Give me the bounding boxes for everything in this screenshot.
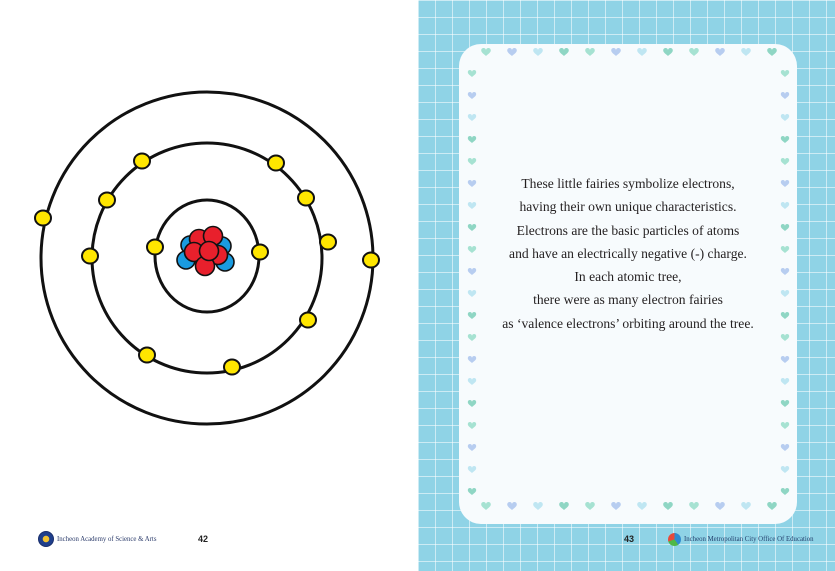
heart-icon bbox=[507, 502, 517, 510]
heart-icon bbox=[715, 502, 725, 510]
footer-org-right: Incheon Metropolitan City Office Of Education bbox=[684, 535, 814, 543]
heart-icon bbox=[468, 444, 476, 451]
heart-icon bbox=[781, 488, 789, 495]
heart-icon bbox=[468, 356, 476, 363]
body-line: In each atomic tree, bbox=[574, 269, 682, 285]
heart-icon bbox=[468, 378, 476, 385]
body-text bbox=[459, 172, 797, 335]
heart-icon bbox=[637, 502, 647, 510]
heart-icon bbox=[781, 92, 789, 99]
heart-icon bbox=[781, 356, 789, 363]
heart-icon bbox=[637, 48, 647, 56]
footer-org-left: Incheon Academy of Science & Arts bbox=[57, 535, 157, 543]
page-number-left: 42 bbox=[198, 534, 209, 544]
heart-icon bbox=[468, 114, 476, 121]
body-line: having their own unique characteristics. bbox=[519, 199, 737, 215]
academy-logo-icon bbox=[38, 531, 54, 547]
heart-icon bbox=[481, 48, 491, 56]
heart-icon bbox=[468, 466, 476, 473]
footer-left bbox=[38, 530, 156, 548]
heart-icon bbox=[468, 70, 476, 77]
heart-icon bbox=[481, 502, 491, 510]
body-line: there were as many electron fairies bbox=[533, 292, 723, 308]
heart-icon bbox=[468, 400, 476, 407]
heart-icon bbox=[507, 48, 517, 56]
heart-icon bbox=[781, 136, 789, 143]
heart-icon bbox=[468, 488, 476, 495]
heart-icon bbox=[611, 502, 621, 510]
page-number-right: 43 bbox=[624, 534, 635, 544]
heart-icon bbox=[559, 502, 569, 510]
heart-icon bbox=[468, 136, 476, 143]
heart-icon bbox=[781, 114, 789, 121]
heart-icon bbox=[585, 502, 595, 510]
heart-icon bbox=[741, 502, 751, 510]
body-line: as ‘valence electrons’ orbiting around the tree. bbox=[502, 315, 754, 331]
heart-icon bbox=[468, 422, 476, 429]
heart-icon bbox=[741, 48, 751, 56]
heart-icon bbox=[781, 158, 789, 165]
heart-icon bbox=[781, 444, 789, 451]
heart-icon bbox=[689, 502, 699, 510]
heart-icon bbox=[533, 48, 543, 56]
heart-icon bbox=[663, 48, 673, 56]
footer-right bbox=[668, 530, 814, 548]
heart-icon bbox=[559, 48, 569, 56]
heart-icon bbox=[781, 400, 789, 407]
heart-icon bbox=[585, 48, 595, 56]
heart-icon bbox=[715, 48, 725, 56]
heart-icon bbox=[767, 502, 777, 510]
body-line: Electrons are the basic particles of atoms bbox=[516, 222, 740, 238]
body-line: These little fairies symbolize electrons, bbox=[521, 176, 735, 191]
heart-icon bbox=[781, 70, 789, 77]
body-line: and have an electrically negative (-) charge. bbox=[509, 245, 747, 261]
education-office-logo-icon bbox=[668, 533, 681, 546]
heart-icon bbox=[689, 48, 699, 56]
heart-icon bbox=[611, 48, 621, 56]
heart-icon bbox=[663, 502, 673, 510]
heart-icon bbox=[468, 92, 476, 99]
heart-icon bbox=[781, 378, 789, 385]
heart-icon bbox=[781, 466, 789, 473]
heart-icon bbox=[468, 158, 476, 165]
heart-icon bbox=[767, 48, 777, 56]
heart-icon bbox=[781, 422, 789, 429]
heart-icon bbox=[533, 502, 543, 510]
